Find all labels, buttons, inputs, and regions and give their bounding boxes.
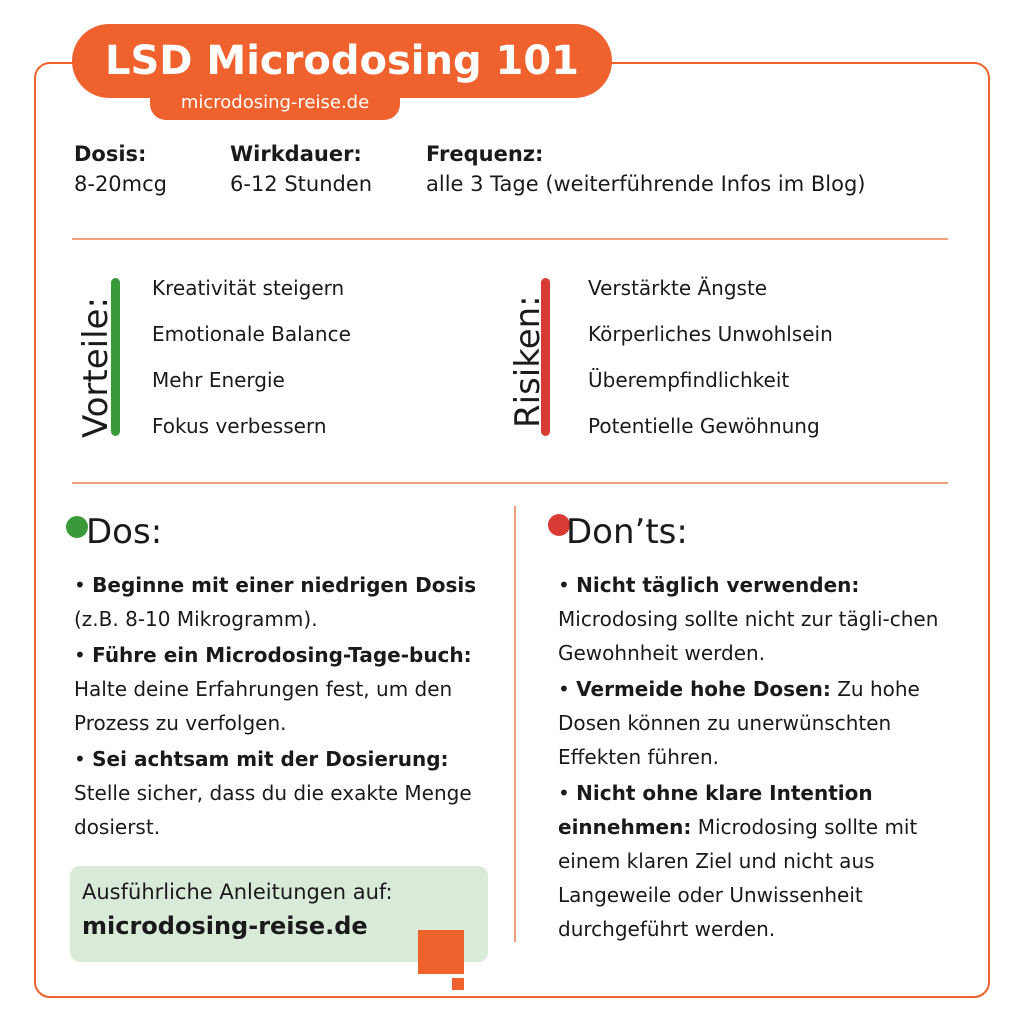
divider-top [72, 238, 948, 240]
dos-heading: Dos: [86, 512, 163, 552]
list-item: Körperliches Unwohlsein [588, 322, 833, 346]
logo-dot-icon [452, 978, 464, 990]
dos-item: • Sei achtsam mit der Dosierung: Stelle sicher, dass du die exakte Menge dosierst. [74, 747, 472, 839]
info-value: alle 3 Tage (weiterführende Infos im Blog) [426, 172, 866, 196]
donts-item-text: Zu hohe Dosen können zu unerwünschten Effekten führen. [558, 677, 920, 769]
title-banner [72, 24, 612, 98]
info-value: 8-20mcg [74, 172, 167, 196]
donts-item-text: Microdosing sollte mit einem klaren Ziel und nicht aus Langeweile oder Unwissenheit durchgeführt werden. [558, 815, 918, 941]
risiken-list [588, 273, 833, 457]
list-item: Mehr Energie [152, 368, 285, 392]
list-item: Emotionale Balance [152, 322, 351, 346]
logo-square-icon [418, 930, 464, 974]
dos-item-bold: Führe ein Microdosing-Tage-buch: [92, 643, 472, 667]
list-item: Potentielle Gewöhnung [588, 414, 820, 438]
info-wirkdauer [230, 142, 372, 196]
donts-heading: Don’ts: [566, 512, 688, 552]
dos-item-bold: Sei achtsam mit der Dosierung: [92, 747, 449, 771]
info-label: Frequenz: [426, 142, 544, 166]
dos-item-text: Stelle sicher, dass du die exakte Menge dosierst. [74, 781, 472, 839]
dos-item-text: (z.B. 8-10 Mikrogramm). [74, 607, 318, 631]
promo-link[interactable]: microdosing-reise.de [82, 912, 368, 940]
donts-item-bold: Nicht täglich verwenden: [576, 573, 860, 597]
list-item: Verstärkte Ängste [588, 276, 768, 300]
info-label: Dosis: [74, 142, 147, 166]
donts-item-bold: Nicht ohne klare Intention einnehmen: [558, 781, 873, 839]
donts-item: • Nicht ohne klare Intention einnehmen: Microdosing sollte mit einem klaren Ziel und nicht aus Langeweile oder Unwissenheit durchgeführt werden. [558, 781, 918, 941]
vorteile-list [152, 273, 351, 457]
list-item: Überempfindlichkeit [588, 368, 790, 392]
info-label: Wirkdauer: [230, 142, 362, 166]
subtitle: microdosing-reise.de [180, 92, 370, 113]
info-dosis [74, 142, 167, 196]
risiken-label: Risiken: [508, 295, 548, 428]
green-dot-icon [66, 516, 88, 538]
donts-item-text: Microdosing sollte nicht zur tägli-chen Gewohnheit werden. [558, 607, 939, 665]
info-frequenz [426, 142, 866, 196]
dos-list [74, 568, 484, 846]
info-value: 6-12 Stunden [230, 172, 373, 196]
donts-item-bold: Vermeide hohe Dosen: [576, 677, 831, 701]
divider-middle [72, 482, 948, 484]
donts-list [558, 568, 963, 948]
column-divider [514, 506, 516, 942]
dos-item: • Beginne mit einer niedrigen Dosis (z.B. 8-10 Mikrogramm). [74, 573, 477, 631]
list-item: Kreativität steigern [152, 276, 345, 300]
dos-item: • Führe ein Microdosing-Tage-buch: Halte deine Erfahrungen fest, um den Prozess zu verfolgen. [74, 643, 472, 735]
title: LSD Microdosing 101 [104, 38, 580, 84]
dos-item-text: Halte deine Erfahrungen fest, um den Prozess zu verfolgen. [74, 677, 453, 735]
vorteile-label: Vorteile: [76, 297, 116, 438]
dos-item-bold: Beginne mit einer niedrigen Dosis [92, 573, 477, 597]
list-item: Fokus verbessern [152, 414, 327, 438]
donts-item: • Vermeide hohe Dosen: Zu hohe Dosen können zu unerwünschten Effekten führen. [558, 677, 920, 769]
donts-item: • Nicht täglich verwenden: Microdosing sollte nicht zur tägli-chen Gewohnheit werden. [558, 573, 939, 665]
promo-line1: Ausführliche Anleitungen auf: [82, 880, 393, 904]
subtitle-tab [150, 88, 400, 120]
